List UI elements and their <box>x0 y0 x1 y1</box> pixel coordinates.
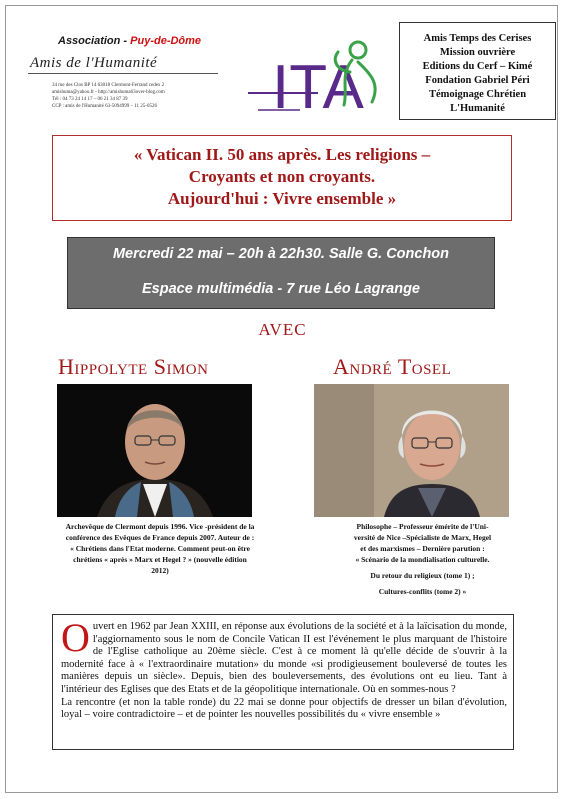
partner-item: Mission ouvrière <box>439 47 516 58</box>
event-place: Espace multimédia - 7 rue Léo Lagrange <box>142 281 420 297</box>
bio-line: et des marxismes – Dernière parution : <box>360 544 485 553</box>
ita-logo <box>240 30 390 125</box>
bio-line: versité de Nice –Spécialiste de Marx, Hegel <box>353 533 492 542</box>
speaker-name-right: André Tosel <box>333 354 452 379</box>
bio-line: Du retour du religieux (tome 1) ; <box>370 571 475 580</box>
association-label <box>58 35 201 47</box>
divider <box>28 73 218 74</box>
address-block <box>52 82 212 110</box>
address-line: CCP : amis de l'Humanité 63-5094999 – 11 25-0526 <box>52 104 157 109</box>
event-date-box <box>67 237 495 309</box>
event-title-box <box>52 135 512 221</box>
event-date: Mercredi 22 mai – 20h à 22h30. Salle G. Conchon <box>112 246 450 262</box>
partner-item: Editions du Cerf – Kimé <box>422 61 533 72</box>
bio-line: Cultures-conflits (tome 2) » <box>378 587 467 596</box>
speaker-photo-left <box>57 384 252 517</box>
description-paragraph: La rencontre (et non la table ronde) du 22 mai se donne pour objectifs de dresser un bilan d'évolution, loyal – voire contradictoire – et de pointer les nouvelles possibilités du « vivre ensemble » <box>61 696 507 721</box>
title-line: « Vatican II. 50 ans après. Les religions – <box>133 145 431 164</box>
address-line: Tél : 04 73 24 14 17 – 06 21 34 87 39 <box>52 97 128 102</box>
partner-item: Fondation Gabriel Péri <box>425 75 530 86</box>
speaker-photo-right <box>314 384 509 517</box>
bio-line: « Scénario de la mondialisation culturelle. <box>355 555 490 564</box>
association-word: Association - <box>58 35 128 47</box>
partner-item: Amis Temps des Cerises <box>423 33 532 44</box>
title-line: Aujourd'hui : Vivre ensemble » <box>167 189 397 208</box>
avec-label: AVEC <box>258 320 307 339</box>
speaker-bio-left: Archevêque de Clermont depuis 1996. Vice -président de la conférence des Evêques de France depuis 2007. Auteur de : « Chrétiens dans l'Etat moderne. Comment peut-on être chrétiens « après » Marx et Hegel ? » (nouvelle édition 2012) <box>65 522 255 575</box>
title-line: Croyants et non croyants. <box>188 167 376 186</box>
partner-item: Témoignage Chrétien <box>428 89 527 100</box>
dropcap: O <box>61 615 90 660</box>
address-line[interactable]: amishuma@yahoo.fr - http://amishuma63over-blog.com <box>52 90 165 95</box>
speaker-bio-right <box>320 521 525 597</box>
partner-item: L'Humanité <box>450 103 505 114</box>
association-region: Puy-de-Dôme <box>130 35 202 47</box>
partners-box <box>399 22 556 120</box>
address-line: 34 rue des Clos BP 14 63018 Clermont-Ferrand cedex 2 <box>52 83 165 88</box>
description-paragraph: uvert en 1962 par Jean XXIII, en réponse aux évolutions de la société et à la laïcisation du monde, l'aggiornamento sous le nom de Concile Vatican II est l'événement le plus marquant de l'histoire de l'Eglise catholique au 20ème siècle. C'est à ce moment là qu'elle décide de s'ouvrir à la modernité face à « l'extraordinaire mutation» du monde «si prodigieusement bouleversé de toutes les manières depuis un siècle». Depuis, bien des bouleversements, des évolutions ont eu lieu. Tant à l'intérieur des Eglises que des Etats et de la géopolitique internationale. Où en sommes-nous ? <box>61 621 507 695</box>
bio-line: Philosophe – Professeur émérite de l'Uni- <box>356 522 489 531</box>
logo-text: ITA <box>272 53 364 122</box>
amis-humanite-title: Amis de l'Humanité <box>30 55 158 71</box>
speaker-name-left: Hippolyte Simon <box>58 354 209 379</box>
description-box <box>52 614 514 750</box>
